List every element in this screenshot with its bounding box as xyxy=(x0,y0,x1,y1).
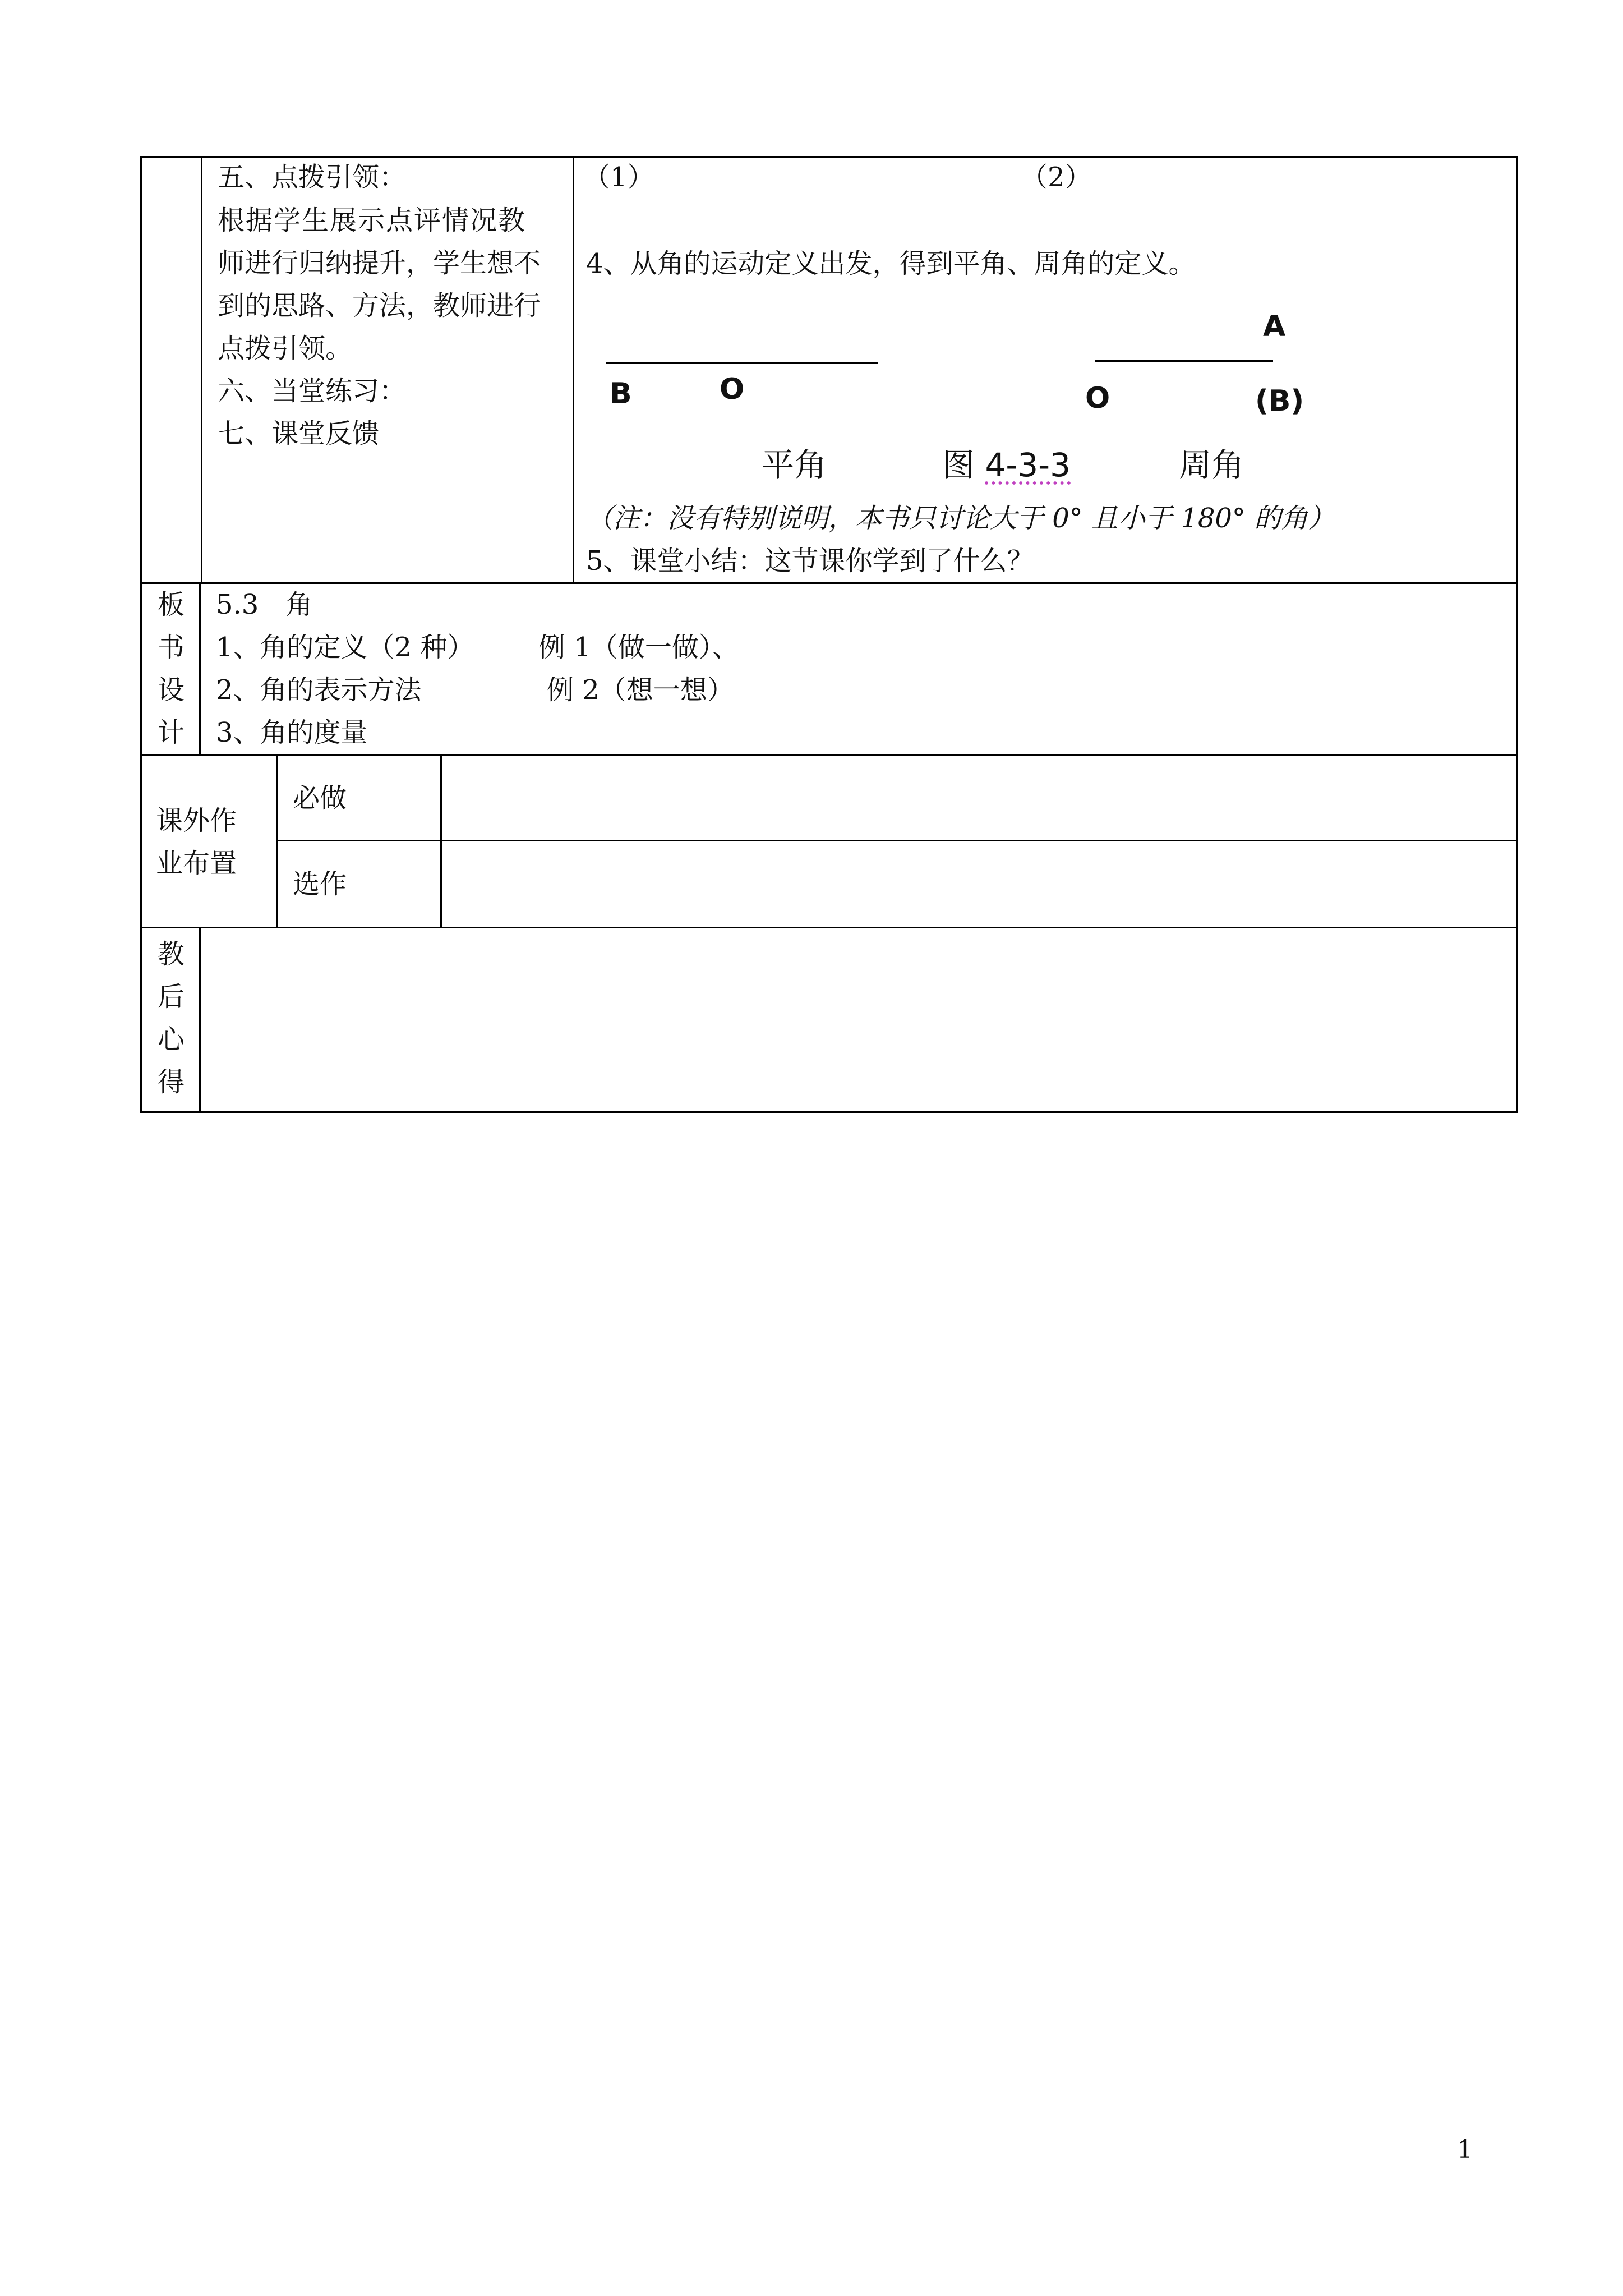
row3-inner-divider xyxy=(276,840,1518,841)
row4-col-divider xyxy=(199,927,201,1113)
heading-point-guide: 五、点拨引领： xyxy=(218,162,407,193)
para-line-1: 根据学生展示点评情况教 xyxy=(218,205,527,236)
row3-col-divider-b xyxy=(440,754,442,928)
row2-col-divider xyxy=(199,582,201,756)
reflection-char-3: 心 xyxy=(157,1024,185,1055)
para-line-4: 点拨引领。 xyxy=(218,333,353,364)
board-line-3: 3、角的度量 xyxy=(216,717,368,748)
homework-label-line1: 课外作 xyxy=(156,805,237,836)
row3-col-divider-a xyxy=(276,754,278,928)
full-label-A: A xyxy=(1263,310,1286,343)
heading-class-practice: 六、当堂练习： xyxy=(218,375,407,407)
label-2: （2） xyxy=(1021,162,1092,193)
board-line-2a: 2、角的表示方法 xyxy=(216,674,422,706)
straight-angle-line xyxy=(606,362,878,364)
straight-label-O: O xyxy=(720,372,745,406)
row-divider-2 xyxy=(140,754,1518,756)
board-line-1b: 例 1（做一做）、 xyxy=(538,632,739,663)
page-number: 1 xyxy=(1457,2136,1473,2164)
full-label-B: (B) xyxy=(1255,384,1304,418)
row1-col-divider-b xyxy=(573,156,574,583)
homework-optional-label: 选作 xyxy=(293,868,347,900)
row-divider-3 xyxy=(140,927,1518,928)
homework-required-label: 必做 xyxy=(293,783,347,814)
item-5: 5、课堂小结：这节课你学到了什么？ xyxy=(586,545,1034,577)
straight-label-B: B xyxy=(610,377,632,411)
board-line-2b: 例 2（想一想） xyxy=(547,674,734,706)
reflection-char-4: 得 xyxy=(157,1066,185,1098)
caption-figure-number: 4-3-3 xyxy=(985,446,1071,484)
table-border-left xyxy=(140,156,142,1113)
homework-required-cell[interactable] xyxy=(443,757,1514,839)
caption-figure-prefix: 图 xyxy=(942,446,985,484)
item-4: 4、从角的运动定义出发，得到平角、周角的定义。 xyxy=(586,248,1196,279)
reflection-char-2: 后 xyxy=(157,981,185,1013)
heading-class-feedback: 七、课堂反馈 xyxy=(218,418,380,449)
para-line-3: 到的思路、方法，教师进行 xyxy=(218,290,541,321)
note: （注：没有特别说明，本书只讨论大于 0° 且小于 180° 的角） xyxy=(586,503,1335,534)
row-divider-1 xyxy=(140,582,1518,584)
reflection-cell[interactable] xyxy=(202,930,1514,1110)
homework-label-line2: 业布置 xyxy=(156,848,237,879)
row1-col-divider-a xyxy=(201,156,202,583)
board-char-4: 计 xyxy=(157,717,185,748)
reflection-char-1: 教 xyxy=(157,938,185,970)
board-title: 5.3 角 xyxy=(216,589,313,620)
board-char-3: 设 xyxy=(157,674,185,706)
board-char-1: 板 xyxy=(157,589,185,620)
homework-optional-cell[interactable] xyxy=(443,843,1514,926)
caption-full-angle: 周角 xyxy=(1179,446,1244,484)
table-border-bottom xyxy=(140,1111,1518,1113)
board-char-2: 书 xyxy=(157,632,185,663)
caption-straight-angle: 平角 xyxy=(762,446,827,484)
para-line-2: 师进行归纳提升，学生想不 xyxy=(218,247,541,279)
caption-figure xyxy=(942,439,1071,486)
table-border-right xyxy=(1516,156,1518,1113)
full-label-O: O xyxy=(1085,381,1110,415)
full-angle-line xyxy=(1095,360,1273,362)
label-1: （1） xyxy=(583,162,654,193)
board-line-1a: 1、角的定义（2 种） xyxy=(216,632,474,663)
